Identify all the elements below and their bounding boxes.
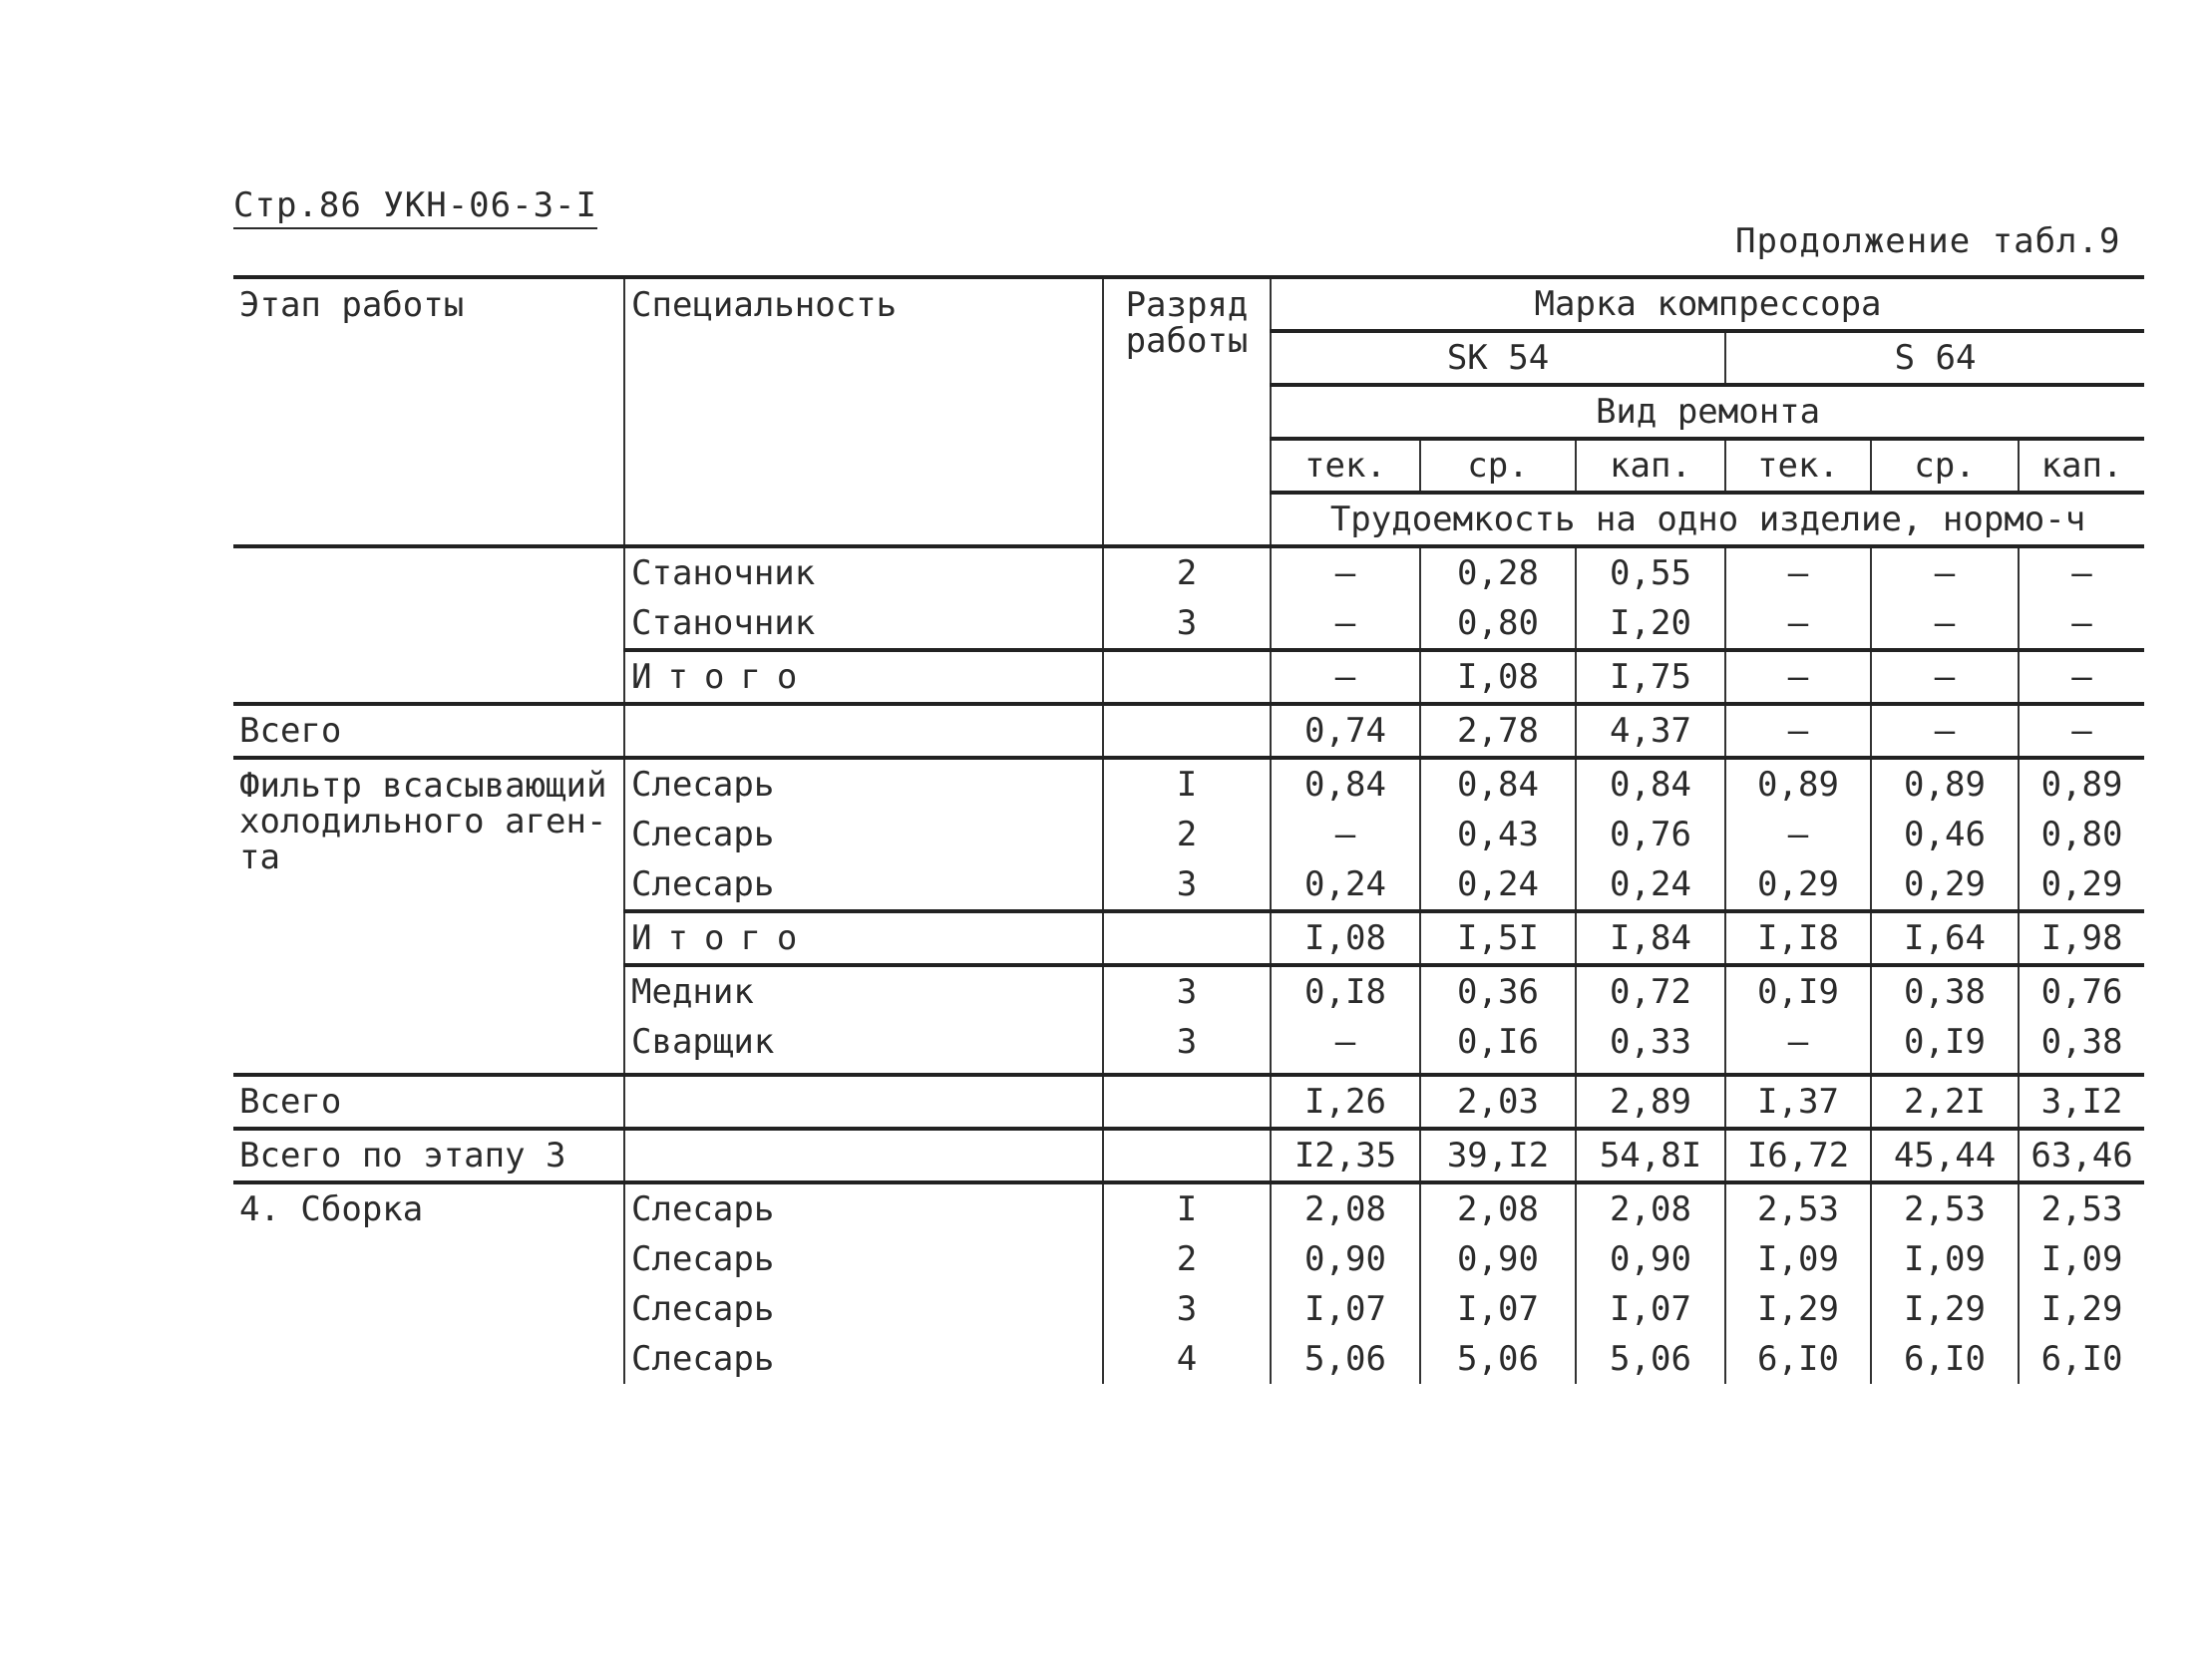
cell-value: I,29 (2019, 1284, 2144, 1334)
cell-value: 39,I2 (1420, 1129, 1576, 1182)
cell-stage: 4. Сборка (239, 1189, 424, 1229)
cell-value: I,09 (1871, 1234, 2019, 1284)
cell-value: 0,24 (1576, 859, 1725, 911)
cell-value: 0,84 (1420, 758, 1576, 810)
cell-value: 0,80 (1420, 598, 1576, 650)
cell-grade (1103, 911, 1271, 965)
cell-grade (1103, 650, 1271, 704)
cell-value: I,98 (2019, 911, 2144, 965)
cell-stage: Фильтр всасывающий холодильного аген-та (239, 766, 607, 877)
cell-stage (233, 650, 624, 704)
spacer-cell (624, 1067, 1103, 1075)
cell-grade: 4 (1103, 1334, 1271, 1384)
table-row-total (233, 704, 2144, 758)
cell-value: 5,06 (1576, 1334, 1725, 1384)
cell-specialty: Слесарь (624, 758, 1103, 810)
cell-specialty (624, 1129, 1103, 1182)
cell-value: 0,24 (1420, 859, 1576, 911)
cell-value: 45,44 (1871, 1129, 2019, 1182)
cell-value: 0,29 (1871, 859, 2019, 911)
cell-value: I,09 (1725, 1234, 1871, 1284)
cell-value: – (1725, 598, 1871, 650)
cell-value: 0,28 (1420, 546, 1576, 598)
cell-value: 0,29 (1725, 859, 1871, 911)
cell-value: 0,90 (1271, 1234, 1420, 1284)
table-row-subtotal (233, 650, 2144, 704)
header-repair-kind: ср. (1420, 439, 1576, 493)
cell-stage: Всего (239, 711, 342, 751)
header-repair-kind: тек. (1725, 439, 1871, 493)
cell-grade: 3 (1103, 859, 1271, 911)
cell-value: I,07 (1271, 1284, 1420, 1334)
cell-value: 2,53 (1871, 1182, 2019, 1234)
cell-value: – (1271, 546, 1420, 598)
table-row-total (233, 1075, 2144, 1129)
cell-value: 0,72 (1576, 965, 1725, 1017)
cell-value: 0,I9 (1871, 1017, 2019, 1067)
cell-value: – (1871, 704, 2019, 758)
cell-value: 0,43 (1420, 810, 1576, 859)
cell-stage: Всего (239, 1082, 342, 1122)
cell-value: – (1271, 598, 1420, 650)
cell-value: 6,I0 (1871, 1334, 2019, 1384)
cell-value: I,26 (1271, 1075, 1420, 1129)
cell-value: – (1725, 810, 1871, 859)
cell-stage (233, 546, 624, 598)
spacer-cell (1871, 1067, 2019, 1075)
cell-value: I,5I (1420, 911, 1576, 965)
cell-grade (1103, 1129, 1271, 1182)
cell-specialty: Слесарь (624, 1334, 1103, 1384)
cell-value: 0,55 (1576, 546, 1725, 598)
cell-value: I,09 (2019, 1234, 2144, 1284)
spacer-cell (1725, 1067, 1871, 1075)
cell-value: 2,08 (1271, 1182, 1420, 1234)
cell-value: I,20 (1576, 598, 1725, 650)
labor-table (233, 275, 2144, 1384)
spacer-cell (1576, 1067, 1725, 1075)
cell-value: I,07 (1576, 1284, 1725, 1334)
cell-specialty (624, 704, 1103, 758)
page-reference: Стр.86 УКН-06-3-I (233, 185, 597, 229)
header-compressor-brand: Марка компрессора (1271, 277, 2144, 331)
cell-grade: 3 (1103, 965, 1271, 1017)
cell-value: 4,37 (1576, 704, 1725, 758)
cell-value: I,08 (1271, 911, 1420, 965)
cell-specialty: Слесарь (624, 1234, 1103, 1284)
cell-value: I,07 (1420, 1284, 1576, 1334)
cell-value: – (1871, 546, 2019, 598)
cell-value: 0,89 (2019, 758, 2144, 810)
cell-value: 0,80 (2019, 810, 2144, 859)
cell-specialty (624, 1075, 1103, 1129)
cell-value: – (1871, 598, 2019, 650)
cell-stage (233, 598, 624, 650)
cell-value: 0,I6 (1420, 1017, 1576, 1067)
cell-grade: 3 (1103, 598, 1271, 650)
cell-value: – (1725, 704, 1871, 758)
cell-value: – (2019, 704, 2144, 758)
cell-value: I,84 (1576, 911, 1725, 965)
cell-value: 54,8I (1576, 1129, 1725, 1182)
header-repair-type: Вид ремонта (1271, 385, 2144, 439)
spacer-cell (1271, 1067, 1420, 1075)
cell-value: I,29 (1871, 1284, 2019, 1334)
cell-value: 0,46 (1871, 810, 2019, 859)
cell-value: 63,46 (2019, 1129, 2144, 1182)
cell-value: 0,90 (1576, 1234, 1725, 1284)
table-row (233, 1182, 2144, 1234)
cell-grade (1103, 1075, 1271, 1129)
cell-value: I,08 (1420, 650, 1576, 704)
cell-value: 2,2I (1871, 1075, 2019, 1129)
cell-value: 0,I9 (1725, 965, 1871, 1017)
cell-specialty: Станочник (624, 546, 1103, 598)
cell-value: I,37 (1725, 1075, 1871, 1129)
header-model-s64: S 64 (1725, 331, 2144, 385)
cell-value: 5,06 (1271, 1334, 1420, 1384)
table-continuation-label: Продолжение табл.9 (1735, 221, 2121, 261)
cell-value: 0,29 (2019, 859, 2144, 911)
cell-value: I6,72 (1725, 1129, 1871, 1182)
cell-value: 5,06 (1420, 1334, 1576, 1384)
header-repair-kind: кап. (1576, 439, 1725, 493)
cell-value: 2,78 (1420, 704, 1576, 758)
cell-specialty: Слесарь (624, 1182, 1103, 1234)
cell-value: 2,03 (1420, 1075, 1576, 1129)
spacer-cell (1420, 1067, 1576, 1075)
cell-value: – (1271, 650, 1420, 704)
cell-value: I,75 (1576, 650, 1725, 704)
cell-value: 6,I0 (1725, 1334, 1871, 1384)
cell-value: 6,I0 (2019, 1334, 2144, 1384)
cell-grade: 3 (1103, 1284, 1271, 1334)
cell-value: 0,89 (1725, 758, 1871, 810)
cell-value: 0,76 (1576, 810, 1725, 859)
cell-value: I,64 (1871, 911, 2019, 965)
cell-specialty: Сварщик (624, 1017, 1103, 1067)
cell-value: 0,36 (1420, 965, 1576, 1017)
cell-value: 2,89 (1576, 1075, 1725, 1129)
header-labor-unit: Трудоемкость на одно изделие, нормо-ч (1271, 493, 2144, 546)
cell-specialty: Слесарь (624, 810, 1103, 859)
cell-value: – (1271, 1017, 1420, 1067)
spacer-cell (1103, 1067, 1271, 1075)
cell-value: 3,I2 (2019, 1075, 2144, 1129)
cell-value: 0,90 (1420, 1234, 1576, 1284)
cell-value: – (1871, 650, 2019, 704)
cell-specialty: Слесарь (624, 859, 1103, 911)
cell-grade (1103, 704, 1271, 758)
cell-value: 0,I8 (1271, 965, 1420, 1017)
cell-grade: I (1103, 1182, 1271, 1234)
cell-stage: Всего по этапу 3 (239, 1136, 566, 1175)
cell-value: 0,76 (2019, 965, 2144, 1017)
cell-value: 2,53 (2019, 1182, 2144, 1234)
cell-grade: 2 (1103, 1234, 1271, 1284)
cell-value: – (1725, 546, 1871, 598)
cell-value: 0,38 (1871, 965, 2019, 1017)
header-repair-kind: кап. (2019, 439, 2144, 493)
cell-value: I2,35 (1271, 1129, 1420, 1182)
header-stage: Этап работы (239, 285, 465, 325)
cell-grade: I (1103, 758, 1271, 810)
cell-grade: 2 (1103, 810, 1271, 859)
table-row (233, 758, 2144, 810)
table-row (233, 598, 2144, 650)
cell-value: 0,89 (1871, 758, 2019, 810)
cell-specialty: Медник (624, 965, 1103, 1017)
header-grade: Разряд работы (1103, 277, 1271, 546)
header-repair-kind: тек. (1271, 439, 1420, 493)
cell-value: 2,08 (1576, 1182, 1725, 1234)
cell-value: 2,08 (1420, 1182, 1576, 1234)
cell-specialty: Слесарь (624, 1284, 1103, 1334)
cell-value: 0,24 (1271, 859, 1420, 911)
cell-value: 0,38 (2019, 1017, 2144, 1067)
cell-value: 2,53 (1725, 1182, 1871, 1234)
cell-value: – (1725, 650, 1871, 704)
cell-specialty: Итого (624, 911, 1103, 965)
cell-value: I,I8 (1725, 911, 1871, 965)
cell-value: – (1271, 810, 1420, 859)
cell-value: 0,84 (1271, 758, 1420, 810)
cell-value: 0,84 (1576, 758, 1725, 810)
cell-value: I,29 (1725, 1284, 1871, 1334)
header-model-sk54: SK 54 (1271, 331, 1725, 385)
cell-value: 0,74 (1271, 704, 1420, 758)
header-repair-kind: ср. (1871, 439, 2019, 493)
cell-grade: 3 (1103, 1017, 1271, 1067)
cell-value: 0,33 (1576, 1017, 1725, 1067)
header-specialty: Специальность (624, 277, 1103, 546)
cell-value: – (2019, 598, 2144, 650)
cell-grade: 2 (1103, 546, 1271, 598)
spacer-cell (2019, 1067, 2144, 1075)
cell-value: – (2019, 650, 2144, 704)
cell-specialty: Итого (624, 650, 1103, 704)
table-row-stage-total (233, 1129, 2144, 1182)
cell-specialty: Станочник (624, 598, 1103, 650)
cell-value: – (1725, 1017, 1871, 1067)
cell-value: – (2019, 546, 2144, 598)
table-row (233, 546, 2144, 598)
